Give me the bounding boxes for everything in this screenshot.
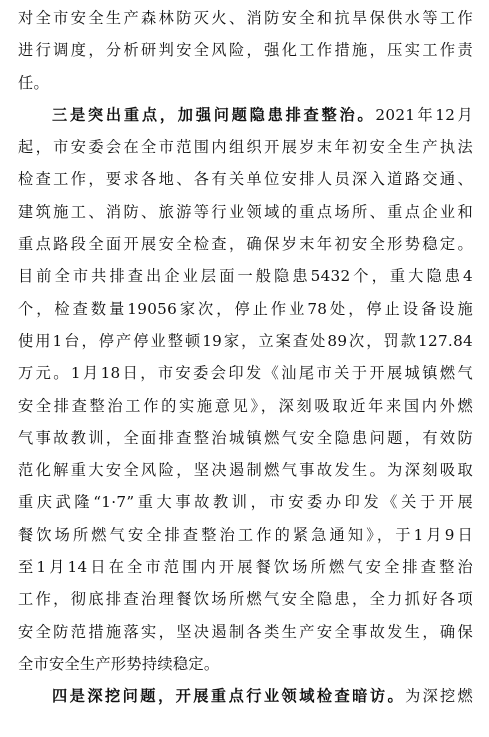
section-heading: 三是突出重点，加强问题隐患排查整治。	[52, 105, 376, 124]
text-line	[18, 616, 473, 648]
text-line	[18, 422, 473, 454]
line-text: 至1月14日在全市范围内开展餐饮场所燃气安全排查整治	[18, 558, 473, 577]
text-line	[18, 357, 473, 389]
text-line	[18, 67, 473, 99]
line-text: 餐饮场所燃气安全排查整治工作的紧急通知》，于1月9日	[18, 525, 473, 544]
text-line	[18, 293, 473, 325]
text-line	[18, 519, 473, 551]
text-line	[18, 131, 473, 163]
line-text: 工作，彻底排查治理餐饮场所燃气安全隐患，全力抓好各项	[18, 590, 473, 609]
line-text: 重点路段全面开展安全检查，确保岁末年初安全形势稳定。	[18, 235, 473, 254]
text-line	[18, 34, 473, 66]
line-text: 检查工作，要求各地、各有关单位安排人员深入道路交通、	[18, 170, 473, 189]
line-text: 气事故教训，全面排查整治城镇燃气安全隐患问题，有效防	[18, 428, 473, 447]
line-text: 起，市安委会在全市范围内组织开展岁末年初安全生产执法	[18, 138, 473, 157]
text-line	[18, 163, 473, 195]
document-page	[18, 2, 473, 713]
line-text: 范化解重大安全风险，坚决遏制燃气事故发生。为深刻吸取	[18, 461, 473, 480]
text-line	[18, 486, 473, 518]
text-line	[18, 196, 473, 228]
text-line	[18, 2, 473, 34]
text-line	[18, 325, 473, 357]
line-text: 对全市安全生产森林防灭火、消防安全和抗旱保供水等工作	[18, 9, 473, 27]
line-text: 安全防范措施落实，坚决遏制各类生产安全事故发生，确保	[18, 622, 473, 641]
section-heading: 四是深挖问题，开展重点行业领域检查暗访。	[52, 687, 406, 706]
line-text: 进行调度，分析研判安全风险，强化工作措施，压实工作责	[18, 41, 473, 60]
line-text: 为深挖燃	[405, 687, 473, 706]
text-line	[18, 454, 473, 486]
line-text: 全市安全生产形势持续稳定。	[18, 654, 220, 673]
line-text: 个，检查数量19056家次，停止作业78处，停止设备设施	[18, 299, 473, 318]
text-line	[18, 648, 473, 680]
text-line	[18, 583, 473, 615]
line-text: 任。	[18, 73, 49, 92]
text-line	[18, 260, 473, 292]
line-text: 安全排查整治工作的实施意见》，深刻吸取近年来国内外燃	[18, 396, 473, 415]
line-text: 2021年12月	[375, 105, 473, 124]
text-line	[18, 551, 473, 583]
text-line	[18, 680, 473, 712]
line-text: 使用1台，停产停业整顿19家，立案查处89次，罚款127.84	[18, 331, 473, 350]
line-text: 重庆武隆“1·7”重大事故教训，市安委办印发《关于开展	[18, 493, 473, 512]
line-text: 万元。1月18日，市安委会印发《汕尾市关于开展城镇燃气	[18, 364, 473, 383]
text-line	[18, 390, 473, 422]
line-text: 建筑施工、消防、旅游等行业领域的重点场所、重点企业和	[18, 202, 473, 221]
line-text: 目前全市共排查出企业层面一般隐患5432个，重大隐患4	[18, 267, 473, 286]
text-line	[18, 228, 473, 260]
text-line	[18, 99, 473, 131]
